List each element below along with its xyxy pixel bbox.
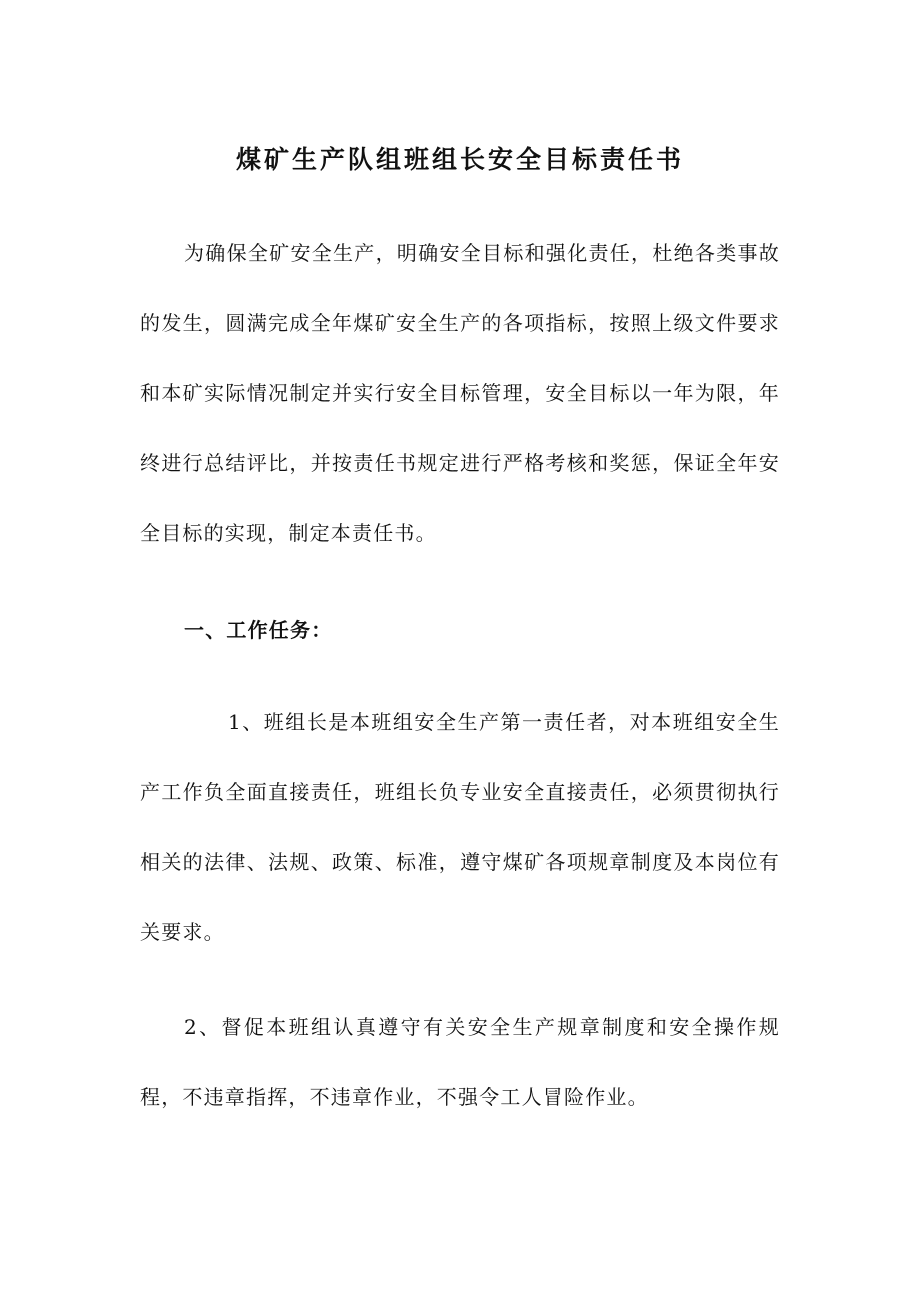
- document-title: 煤矿生产队组班组长安全目标责任书: [235, 145, 684, 174]
- section-heading-work-tasks: 一、工作任务：: [184, 618, 333, 642]
- task-item-1: 1、班组长是本班组安全生产第一责任者，对本班组安全生产工作负全面直接责任，班组长负专业安全直接责任，必须贯彻执行相关的法律、法规、政策、标准，遵守煤矿各项规章制度及本岗位有关要求。: [140, 710, 780, 944]
- task-item-2: 2、督促本班组认真遵守有关安全生产规章制度和安全操作规程，不违章指挥，不违章作业，不强令工人冒险作业。: [140, 1015, 780, 1109]
- intro-paragraph: 为确保全矿安全生产，明确安全目标和强化责任，杜绝各类事故的发生，圆满完成全年煤矿安全生产的各项指标，按照上级文件要求和本矿实际情况制定并实行安全目标管理，安全目标以一年为限，年终进行总结评比，并按责任书规定进行严格考核和奖惩，保证全年安全目标的实现，制定本责任书。: [140, 241, 780, 545]
